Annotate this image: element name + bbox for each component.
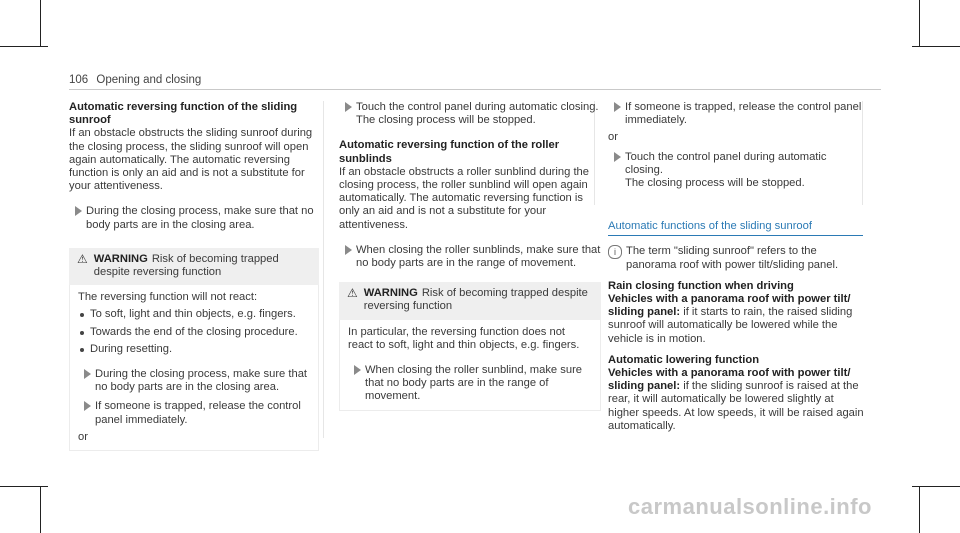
- vehicle-condition: Vehicles with a panorama roof with power tilt/ sliding panel:: [608, 367, 851, 393]
- section-heading: Automatic functions of the sliding sunroof: [608, 220, 812, 233]
- instruction-step: When closing the roller sunblinds, make sure that no body parts are in the range of movement.: [339, 244, 601, 270]
- crop-mark: [919, 0, 920, 47]
- warning-label: WARNING: [93, 252, 148, 265]
- or-text: or: [608, 131, 618, 144]
- watermark: carmanualsonline.info: [628, 494, 872, 519]
- crop-mark: [912, 486, 960, 487]
- warning-label: WARNING: [363, 287, 418, 300]
- header-rule: [69, 89, 881, 90]
- warning-intro: The reversing function will not react:: [78, 291, 258, 304]
- step-result: The closing process will be stopped.: [356, 114, 536, 127]
- warning-body: [69, 285, 319, 451]
- column-divider: [323, 101, 324, 438]
- instruction-step: Touch the control panel during automatic closing. The closing process will be stopped.: [339, 101, 601, 127]
- crop-mark: [40, 486, 41, 533]
- arrow-icon: [614, 152, 621, 162]
- warning-body: [339, 320, 601, 411]
- warning-title: Risk of becoming trapped despite reversing function: [363, 287, 588, 313]
- list-item: During resetting.: [78, 343, 310, 356]
- note: i The term "sliding sunroof" refers to the panorama roof with power tilt/sliding panel.: [608, 245, 864, 271]
- heading-sunroof-reversing: Automatic reversing function of the sliding sunroof: [69, 101, 298, 127]
- instruction-step: During the closing process, make sure that no body parts are in the closing area.: [69, 205, 319, 231]
- crop-mark: [919, 486, 920, 533]
- info-icon: i: [608, 245, 622, 259]
- warning-box: [69, 248, 319, 285]
- arrow-icon: [345, 245, 352, 255]
- heading-auto-lowering: Automatic lowering function: [608, 353, 760, 366]
- paragraph-rain-closing: if it starts to rain, the raised sliding sunroof will automatically be lowered while the vehicle is in motion.: [608, 306, 853, 345]
- page-number: 106: [69, 74, 89, 86]
- instruction-step: Touch the control panel during automatic closing. The closing process will be stopped.: [608, 151, 864, 191]
- heading-sunblind-reversing: Automatic reversing function of the roller sunblinds: [339, 139, 560, 165]
- column-1: [69, 101, 319, 451]
- instruction-step: If someone is trapped, release the control panel immediately.: [78, 400, 310, 426]
- paragraph-auto-lowering: if the sliding sunroof is raised at the rear, it will automatically be lowered slightly at higher speeds. At low speeds, it will be raised again automatically.: [608, 380, 864, 432]
- warning-box: [339, 282, 601, 319]
- paragraph-sunblind-intro: If an obstacle obstructs a roller sunblind during the closing process, the roller sunblind will open again automatically. The automatic reversing function is only an aid and is not a substitute for your attentiveness.: [339, 165, 589, 231]
- instruction-step: If someone is trapped, release the control panel immediately.: [608, 101, 864, 127]
- paragraph-sunroof-intro: If an obstacle obstructs the sliding sunroof during the closing process, the sliding sunroof will open again automatically. The automatic reversing function is only an aid and is not a substitute for your attentiveness.: [69, 127, 313, 193]
- crop-mark: [0, 46, 48, 47]
- list-item: To soft, light and thin objects, e.g. fingers.: [78, 308, 310, 321]
- list-item: Towards the end of the closing procedure.: [78, 326, 310, 339]
- arrow-icon: [614, 102, 621, 112]
- column-2: [339, 101, 601, 411]
- crop-mark: [0, 486, 48, 487]
- warning-title: Risk of becoming trapped despite reversing function: [93, 252, 279, 279]
- arrow-icon: [354, 365, 361, 375]
- arrow-icon: [84, 369, 91, 379]
- arrow-icon: [345, 102, 352, 112]
- or-text: or: [78, 430, 88, 443]
- section-title: Opening and closing: [96, 74, 202, 86]
- warning-triangle-icon: ⚠: [77, 251, 88, 266]
- column-3: [608, 101, 864, 433]
- crop-mark: [912, 46, 960, 47]
- step-result: The closing process will be stopped.: [625, 177, 805, 190]
- vehicle-condition: Vehicles with a panorama roof with power tilt/ sliding panel:: [608, 293, 851, 319]
- heading-rain-closing: Rain closing function when driving: [608, 279, 794, 292]
- instruction-step: When closing the roller sunblind, make sure that no body parts are in the range of movement.: [348, 364, 592, 404]
- crop-mark: [40, 0, 41, 47]
- instruction-step: During the closing process, make sure that no body parts are in the closing area.: [78, 368, 310, 394]
- arrow-icon: [84, 401, 91, 411]
- warning-text: In particular, the reversing function does not react to soft, light and thin objects, e.g. fingers.: [348, 325, 580, 351]
- page-header: [69, 74, 201, 87]
- warning-triangle-icon: ⚠: [347, 286, 358, 301]
- arrow-icon: [75, 206, 82, 216]
